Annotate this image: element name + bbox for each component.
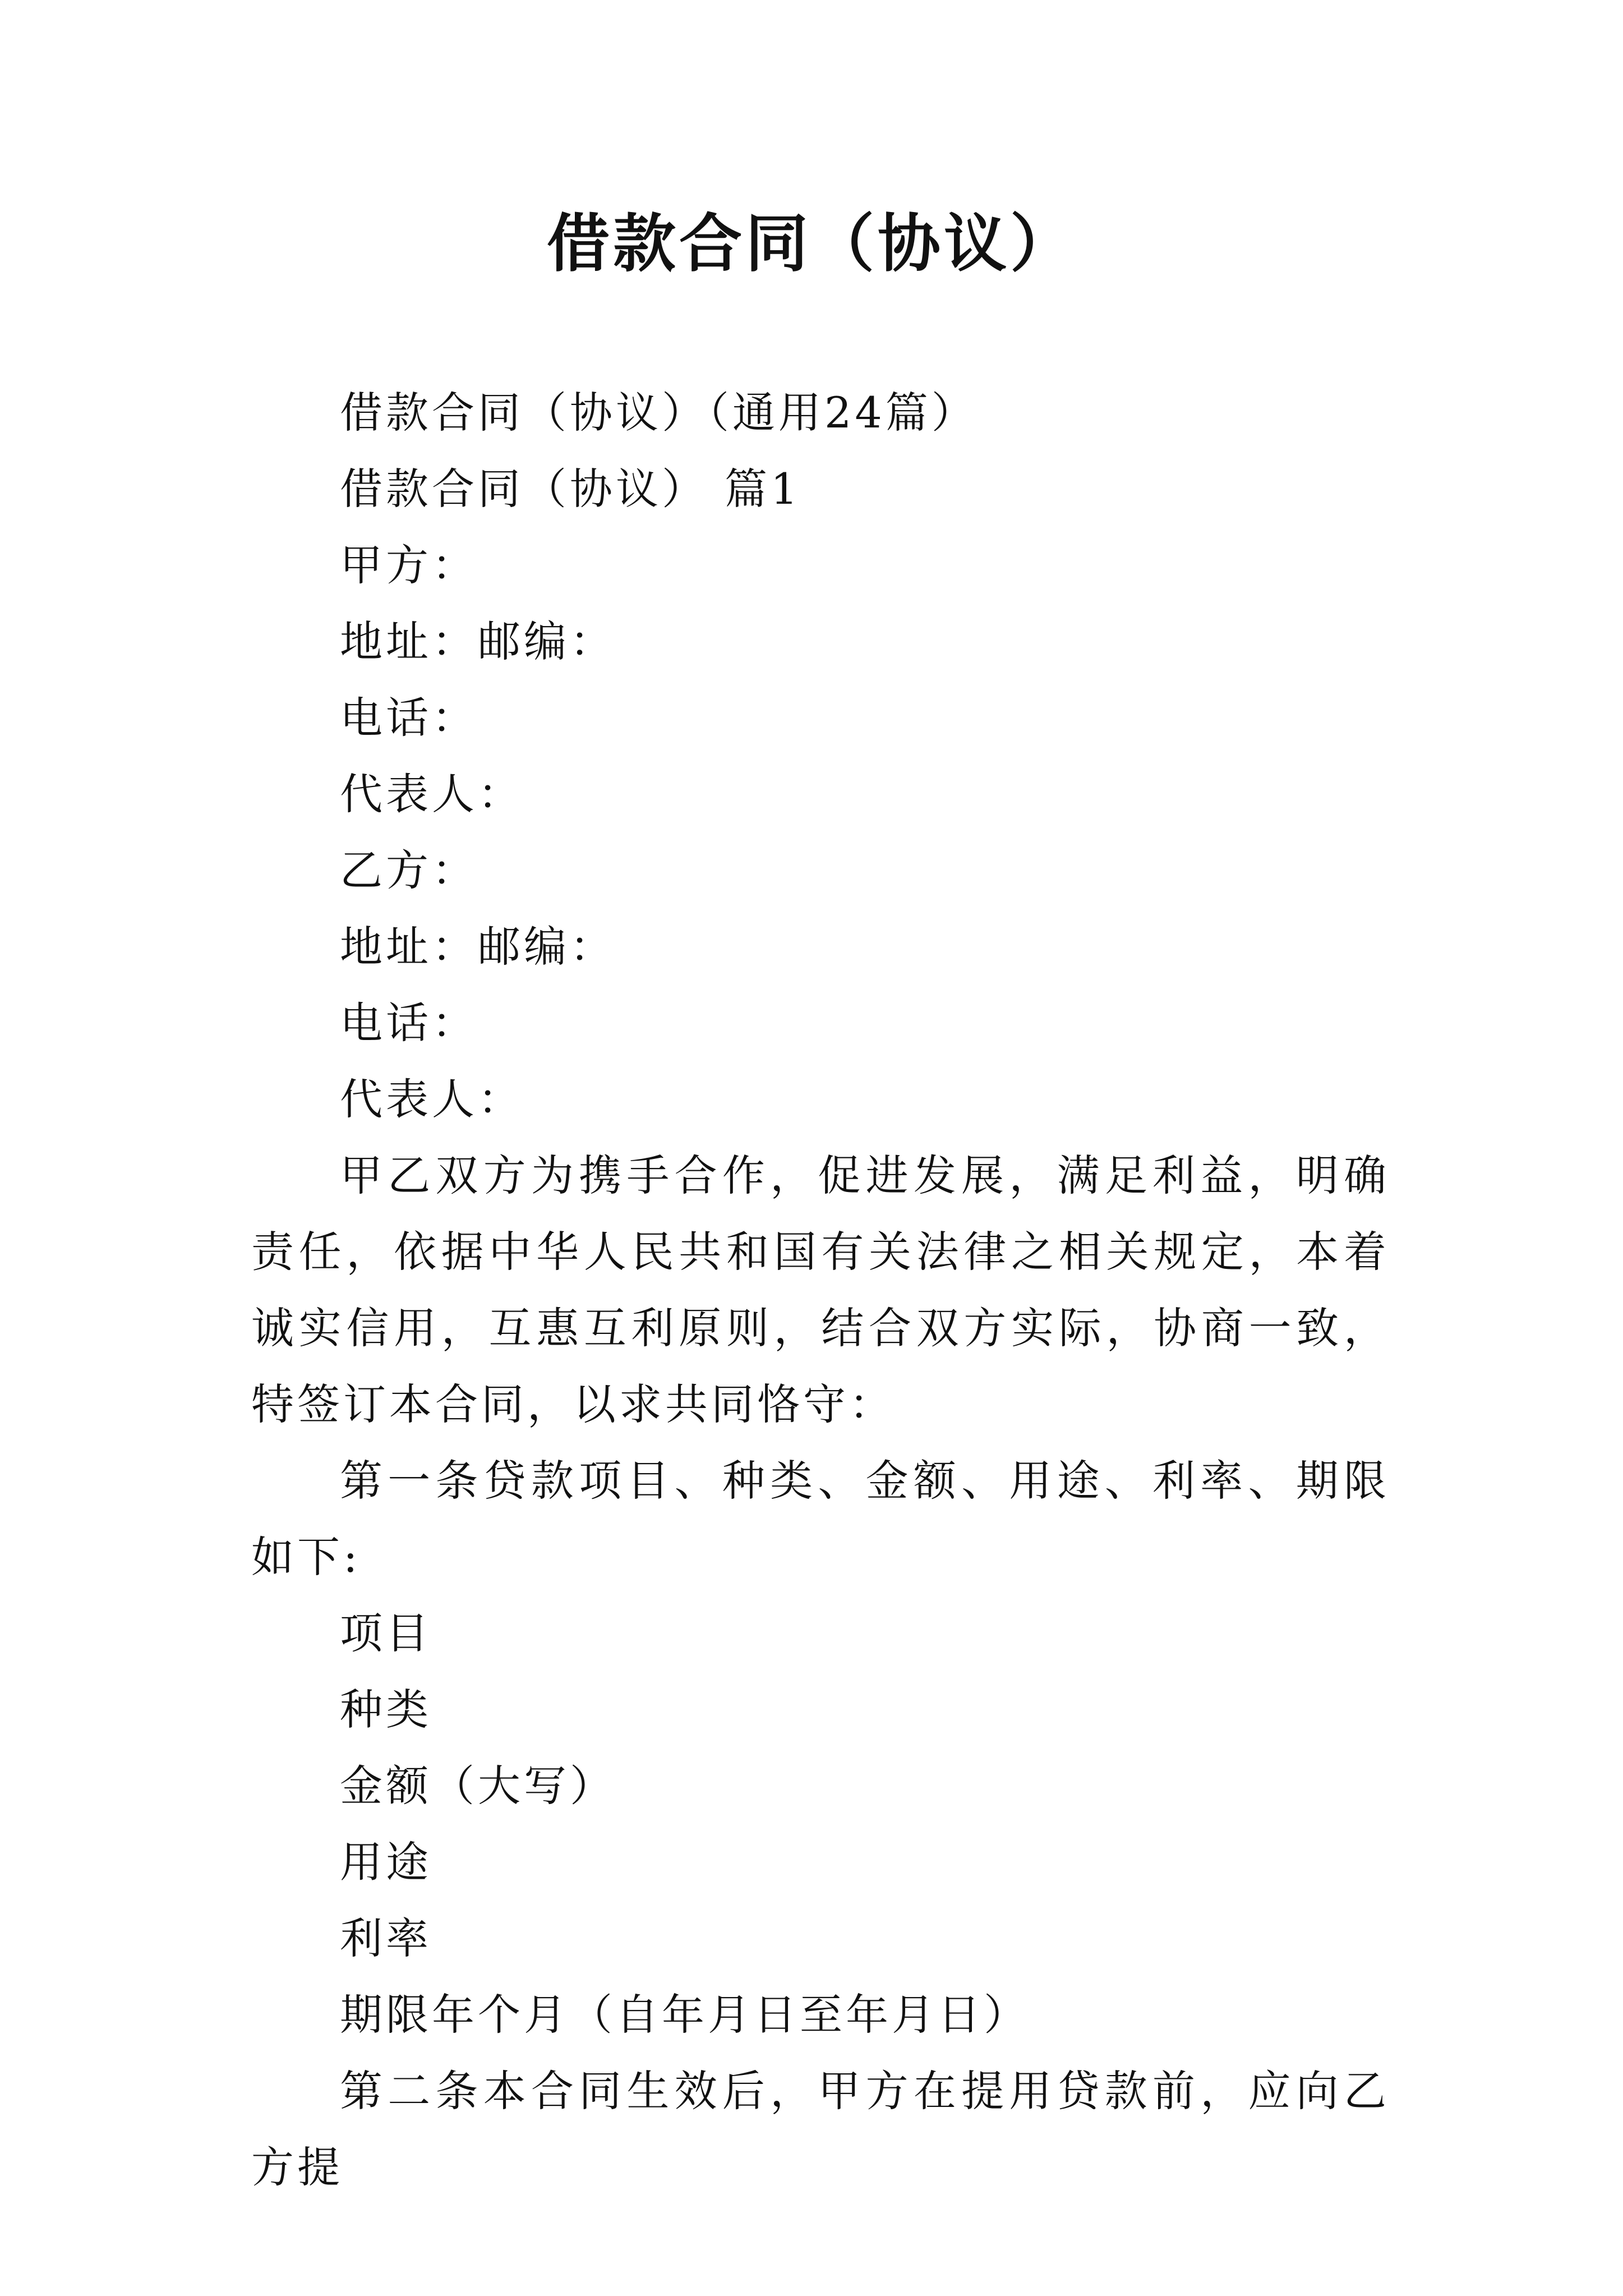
paragraph-party-a-phone: 电话： [340,693,478,743]
paragraph-item-project: 项目 [340,1608,432,1658]
paragraph-item-term: 期限年个月（自年月日至年月日） [340,1990,1030,2040]
paragraph-party-b-phone: 电话： [340,998,478,1048]
paragraph-item-type: 种类 [340,1685,432,1734]
paragraph-party-a: 甲方： [340,540,478,590]
document-body [251,375,1390,2206]
paragraph-item-rate: 利率 [340,1913,432,1963]
paragraph-subtitle: 借款合同（协议）（通用24篇） [340,388,978,438]
paragraph-party-b: 乙方： [340,845,478,895]
paragraph-preamble: 甲乙双方为携手合作，促进发展，满足利益，明确责任，依据中华人民共和国有关法律之相关规定，本着诚实信用，互惠互利原则，结合双方实际，协商一致，特签订本合同，以求共同恪守： [251,1151,1390,1429]
paragraph-party-a-address: 地址：邮编： [340,616,616,666]
paragraph-article-2: 第二条本合同生效后，甲方在提用贷款前，应向乙方提 [251,2066,1390,2192]
paragraph-item-purpose: 用途 [340,1837,432,1887]
paragraph-party-a-representative: 代表人： [340,769,524,819]
paragraph-article-1: 第一条贷款项目、种类、金额、用途、利率、期限如下: [251,1456,1390,1582]
paragraph-party-b-representative: 代表人： [340,1074,524,1124]
paragraph-section-heading: 借款合同（协议） 篇1 [340,464,801,514]
document-title: 借款合同（协议） [547,207,1076,280]
paragraph-item-amount: 金额（大写） [340,1761,616,1811]
paragraph-party-b-address: 地址：邮编： [340,922,616,972]
